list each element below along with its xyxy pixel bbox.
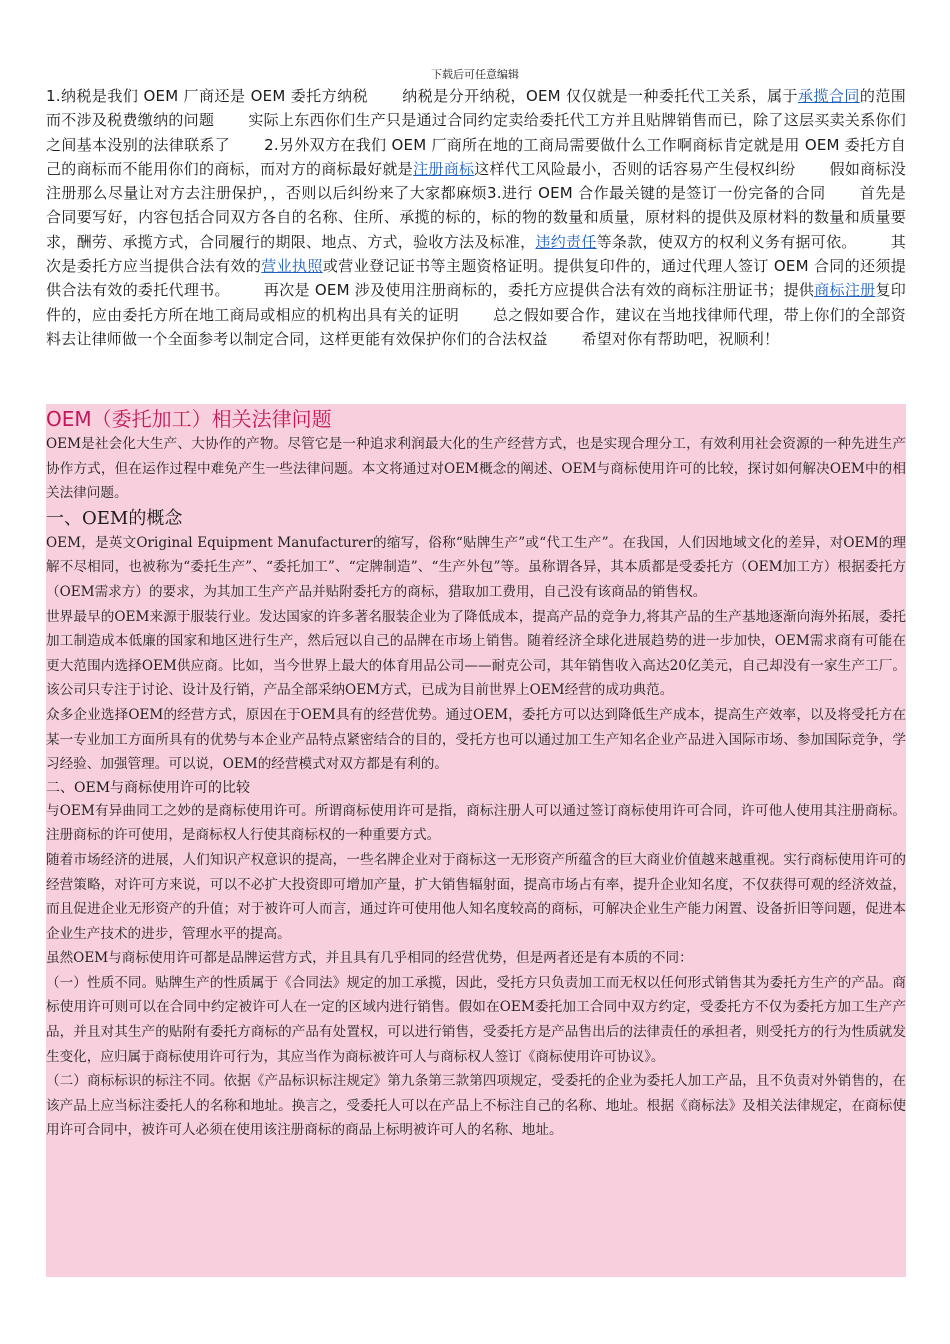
p2-text-3: 假如商标没注册那么尽量让对方去注册保护，，否则以后纠纷来了大家都麻烦: [46, 159, 906, 203]
qa-answer-block: [46, 84, 906, 351]
section-heading-concept: 一、OEM的概念: [46, 507, 183, 529]
paragraph: 世界最早的OEM来源于服装行业。发达国家的许多著名服装企业为了降低成本，提高产品的竞争力,将其产品的生产基地逐渐向海外拓展，委托加工制造成本低廉的国家和地区进行生产，然后冠以自己的品牌在市场上销售。随着经济全球化进展趋势的进一步加快，OEM需求商有可能在更大范围内选择OEM供应商。比如，当今世界上最大的体育用品公司——耐克公司，其年销售收入高达20亿美元，自己却没有一家生产工厂。该公司只专注于讨论、设计及行销，产品全部采纳OEM方式，已成为目前世界上OEM经营的成功典范。: [46, 608, 906, 699]
p1-text-3: 实际上东西你们生产只是通过合同约定卖给委托代工方并且贴牌销售而已，除了这层买卖关系你们之间基本没别的法律联系了: [46, 111, 907, 154]
p3-text-5: 再次是 OEM 涉及使用注册商标的，委托方应提供合法有效的商标注册证书；提供: [263, 281, 815, 300]
link-business-license[interactable]: 营业执照: [261, 257, 323, 276]
paragraph: （二）商标标识的标注不同。依据《产品标识标注规定》第九条第三款第四项规定，受委托的企业为委托人加工产品，且不负责对外销售的，在该产品上应当标注委托人的名称和地址。换言之，受委托人可以在产品上不标注自己的名称、地址。根据《商标法》及相关法律规定，在商标使用许可合同中，被许可人必须在使用该注册商标的商品上标明被许可人的名称、地址。: [46, 1073, 906, 1139]
article-title: OEM（委托加工）相关法律问题: [46, 407, 332, 431]
p1-question: 1.纳税是我们 OEM 厂商还是 OEM 委托方纳税: [46, 87, 369, 105]
link-liability[interactable]: 违约责任: [535, 232, 597, 251]
paragraph: OEM，是英文Original Equipment Manufacturer的缩写，俗称“贴牌生产”或“代工生产”。在我国，人们因地域文化的差异，对OEM的理解不尽相同，也被称为“委托生产”、“委托加工”、“定牌制造”、“生产外包”等。虽称谓各异，其本质都是受委托方（OEM加工方）根据委托方（OEM需求方）的要求，为其加工生产产品并贴附委托方的商标，猎取加工费用，自己没有该商品的销售权。: [46, 534, 906, 600]
article-intro: OEM是社会化大生产、大协作的产物。尽管它是一种追求利润最大化的生产经营方式，也是实现合理分工，有效利用社会资源的一种先进生产协作方式，但在运作过程中难免产生一些法律问题。本文将通过对OEM概念的阐述、OEM与商标使用许可的比较，探讨如何解决OEM中的相关法律问题。: [46, 436, 906, 502]
section-heading-comparison: 二、OEM与商标使用许可的比较: [46, 779, 251, 796]
p1-text-2: 的范围而不涉及税费缴纳的问题: [46, 87, 906, 130]
paragraph: 随着市场经济的进展，人们知识产权意识的提高，一些名牌企业对于商标这一无形资产所蕴含的巨大商业价值越来越重视。实行商标使用许可的经营策略，对许可方来说，可以不必扩大投资即可增加产量，扩大销售辐射面，提高市场占有率，提升企业知名度，不仅获得可观的经济效益，而且促进企业无形资产的升值；对于被许可人而言，通过许可使用他人知名度较高的商标，可解决企业生产能力闲置、设备折旧等问题，促进本企业生产技术的进步，管理水平的提高。: [46, 851, 906, 942]
link-registered-trademark[interactable]: 注册商标: [413, 159, 475, 178]
p3-text-2: 等条款，使双方的权利义务有据可依。: [596, 232, 857, 251]
p2-text-2: 这样代工风险最小，否则的话容易产生侵权纠纷: [474, 159, 796, 178]
p3-text-6: 复印件的，应由委托方所在地工商局或相应的机构出具有关的证明: [46, 281, 906, 324]
p3-text-4: 或营业登记证书等主题资格证明。提供复印件的，通过代理人签订 OEM 合同的还须提供合法有效的委托代理书。: [46, 257, 906, 300]
link-trademark-registration[interactable]: 商标注册: [814, 281, 876, 300]
p2-question: 2.另外双方在我们 OEM 厂商所在地的工商局需要做什么工作啊: [264, 135, 693, 154]
p1-text: 纳税是分开纳税，OEM 仅仅就是一种委托代工关系，属于: [402, 87, 798, 105]
paragraph: 虽然OEM与商标使用许可都是品牌运营方式，并且具有几乎相同的经营优势，但是两者还是有本质的不同：: [46, 950, 693, 967]
paragraph: 与OEM有异曲同工之妙的是商标使用许可。所谓商标使用许可是指，商标注册人可以通过签订商标使用许可合同，许可他人使用其注册商标。注册商标的许可使用，是商标权人行使其商标权的一种重要方式。: [46, 802, 906, 844]
paragraph: （一）性质不同。贴牌生产的性质属于《合同法》规定的加工承揽，因此，受托方只负责加工而无权以任何形式销售其为委托方生产的产品。商标使用许可则可以在合同中约定被许可人在一定的区域内进行销售。假如在OEM委托加工合同中双方约定，受委托方不仅为委托方加工生产产品，并且对其生产的贴附有委托方商标的产品有处置权，可以进行销售，受委托方是产品售出后的法律责任的承担者，则受托方的行为性质就发生变化，应归属于商标使用许可行为，其应当作为商标被许可人与商标权人签订《商标使用许可协议》。: [46, 974, 906, 1065]
p2-text: 商标肯定就是用 OEM 委托方自己的商标而不能用你们的商标，而对方的商标最好就是: [46, 135, 907, 178]
p3-text-3: 其次是委托方应当提供合法有效的: [46, 232, 906, 276]
paragraph: 众多企业选择OEM的经营方式，原因在于OEM具有的经营优势。通过OEM，委托方可以达到降低生产成本，提高生产效率，以及将受托方在某一专业加工方面所具有的优势与本企业产品特点紧密结合的目的，受托方也可以通过加工生产知名企业产品进入国际市场、参加国际竞争，学习经验、加强管理。可以说，OEM的经营模式对双方都是有利的。: [46, 706, 906, 773]
p3-text: 首先是合同要写好，内容包括合同双方各自的名称、住所、承揽的标的，标的物的数量和质量，原材料的提供及原材料的数量和质量要求，酬劳、承揽方式，合同履行的期限、地点、方式，验收方法及标准，: [46, 184, 906, 251]
link-contract[interactable]: 承揽合同: [798, 87, 860, 105]
header-note: 下载后可任意编辑: [431, 68, 519, 81]
p3-text-7: 总之假如要合作，建议在当地找律师代理，带上你们的全部资料去让律师做一个全面参考以制定合同，这样更能有效保护你们的合法权益: [46, 305, 906, 348]
p3-closing: 希望对你有帮助吧，祝顺利！: [581, 329, 780, 348]
p3-question: 3.进行 OEM 合作最关键的是签订一份完备的合同: [486, 184, 826, 203]
article: [46, 404, 906, 1143]
